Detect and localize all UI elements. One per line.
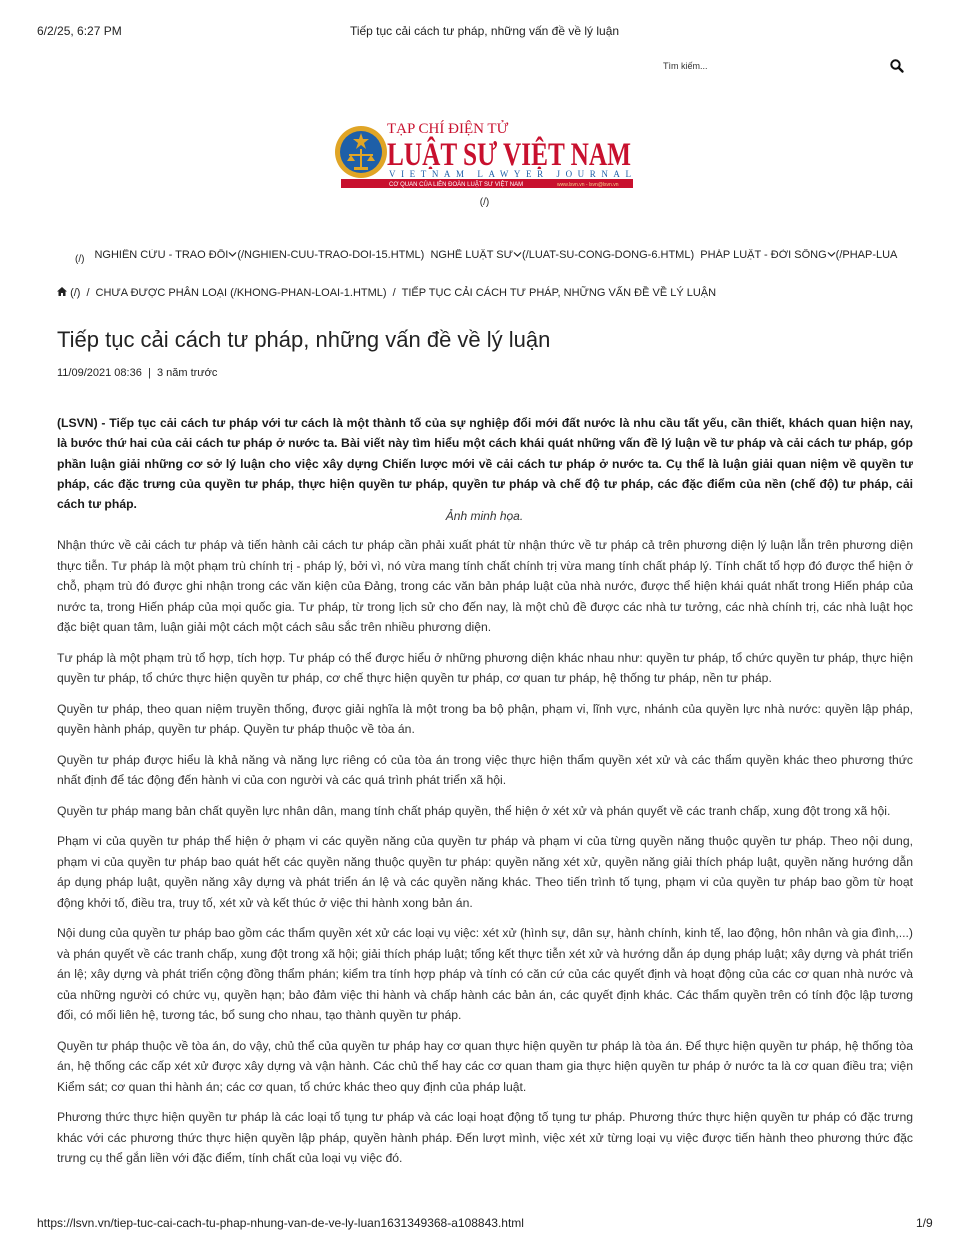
image-caption: Ảnh minh họa. <box>445 509 524 523</box>
logo-link[interactable]: (/) <box>479 197 490 208</box>
chevron-down-icon <box>513 249 522 261</box>
article-paragraph: Tư pháp là một phạm trù tổ hợp, tích hợp. Tư pháp có thể được hiểu ở những phương diện khác nhau như: quyền tư pháp, tổ chức quyền tư pháp, thực hiện quyền tư pháp, tổ chức thực hiện quyền tư pháp, cơ chế thực hiện quyền tư pháp, cơ quan tư pháp, hệ thống tư pháp, nền tư pháp. <box>57 650 913 685</box>
meta-separator: | <box>144 367 154 379</box>
nav-item-nghe-luat-su[interactable] <box>430 249 694 261</box>
article-time-ago: 3 năm trước <box>156 367 218 379</box>
nav-home-link[interactable]: (/) <box>75 254 85 265</box>
article-paragraph: Phạm vi của quyền tư pháp thể hiện ở phạm vi các quyền năng của quyền tư pháp và phạm vi của từng quyền năng thuộc quyền tư pháp. Theo nội dung, phạm vi của quyền tư pháp bao quát hết các quyền năng thuộc quyền tư pháp: quyền năng xét xử, quyền năng giải thích pháp luật, quyền năng hướng dẫn áp dụng pháp luật, quyền năng xây dựng và phát triển án lệ và các quyền năng khác. Theo tiến trình tố tụng, phạm vi của quyền tư pháp bao gồm từ hoạt động khởi tố, điều tra, truy tố, xét xử và kết thúc ở việc thi hành xong bản án. <box>57 834 913 910</box>
logo-line4: CƠ QUAN CỦA LIÊN ĐOÀN LUẬT SƯ VIỆT NAM <box>389 182 524 188</box>
nav-item-label: NGHỀ LUẬT SƯ <box>430 249 513 261</box>
logo-line1: TẠP CHÍ ĐIỆN TỬ <box>387 121 509 137</box>
nav-item-label: PHÁP LUẬT - ĐỜI SỐNG <box>700 249 827 261</box>
nav-item-href: (/PHAP-LUA <box>835 249 898 261</box>
breadcrumb-home-link[interactable]: (/) <box>70 287 81 299</box>
article-body <box>57 535 913 1179</box>
logo-emblem <box>335 126 387 178</box>
logo-line2: LUẬT SƯ VIỆT <box>387 137 619 173</box>
site-logo[interactable] <box>335 118 635 194</box>
article-paragraph: Nhận thức về cải cách tư pháp và tiến hành cải cách tư pháp cần phải xuất phát từ nhận thức về tư pháp cả trên phương diện lý luận lẫn trên phương diện thực tiễn. Tư pháp là một phạm trù chính trị - pháp lý, bởi vì, nó vừa mang tính chất chính trị vừa mang tính chất pháp lý. Tính chất tổ hợp đó được thể hiện ở chỗ, phạm trù đó được ghi nhận trong các văn kiện của Đảng, trong các văn bản pháp luật của nhà nước, được thể hiện khái quát nhất trong Hiến pháp của nước ta, trong Hiến pháp của mọi quốc gia. Tư pháp, từ trong lịch sử cho đến nay, là một chủ đề được các nhà tư tưởng, các nhà chính trị, các nhà luật học đặc biệt quan tâm, luận giải một cách một cách sâu sắc trên nhiều phương diện. <box>57 538 913 634</box>
chevron-down-icon <box>827 249 836 261</box>
logo-line5: www.lsvn.vn - lsvn@lsvn.vn <box>557 182 619 188</box>
print-url: https://lsvn.vn/tiep-tuc-cai-cach-tu-phap-nhung-van-de-ve-ly-luan1631349368-a108843.html <box>37 1216 524 1230</box>
nav-item-href: (/LUAT-SU-CONG-DONG-6.HTML) <box>522 249 695 261</box>
breadcrumb-current: TIẾP TỤC CẢI CÁCH TƯ PHÁP, NHỮNG VẤN ĐỀ VỀ LÝ LUẬN <box>401 287 717 299</box>
print-page-title: Tiếp tục cải cách tư pháp, những vấn đề về lý luận <box>349 24 620 38</box>
article-paragraph: Nội dung của quyền tư pháp bao gồm các thẩm quyền xét xử các loại vụ việc: xét xử (hình sự, dân sự, hành chính, kinh tế, lao động, hôn nhân và gia đình,...) và phán quyết về các tranh chấp, xung đột trong xã hội; giải thích pháp luật; tổng kết thực tiễn xét xử và hướng dẫn áp dụng pháp luật; xây dựng và phát triển án lệ; xây dựng và phát triển cộng đồng thẩm phán; kiểm tra tính hợp pháp và tính có căn cứ của các quyết định và hoạt động của các cơ quan nhà nước và của những người có chức vụ, quyền hạn; bảo đảm việc thi hành và chấp hành các bản án, các quyết định khác. Các thẩm quyền trên có tính độc lập tương đối, có mối liên hệ, tương tác, bổ sung cho nhau, tạo thành quyền tư pháp. <box>57 926 913 1022</box>
search-icon[interactable] <box>889 58 905 74</box>
nav-item-phap-luat-doi-song[interactable] <box>700 249 897 261</box>
nav-item-nghien-cuu[interactable] <box>94 249 424 261</box>
article-lead: (LSVN) - Tiếp tục cải cách tư pháp với tư cách là một thành tố của sự nghiệp đổi mới đất nước là nhu cầu tất yếu, cần thiết, khách quan hiện nay, là bước thứ hai của cải cách tư pháp ở nước ta. Bài viết này tìm hiểu một cách khái quát những vấn đề lý luận về tư pháp và cải cách tư pháp, góp phần luận giải những cơ sở lý luận cho việc xây dựng Chiến lược mới về cải cách tư pháp ở nước ta. Cụ thể là luận giải quan niệm về quyền tư pháp, các đặc trưng của quyền tư pháp, thực hiện quyền tư pháp, quyền tư pháp và chế độ tư pháp, các đặc điểm của nền (chế độ) tư pháp, cải cách tư pháp. <box>57 416 913 512</box>
print-datetime: 6/2/25, 6:27 PM <box>37 24 122 38</box>
article-paragraph: Phương thức thực hiện quyền tư pháp là các loại tố tụng tư pháp và các loại hoạt động tố tụng tư pháp. Phương thức thực hiện quyền tư pháp có đặc trưng khác với các phương thức thực hiện quyền lập pháp, quyền hành pháp. Đến lượt mình, việc xét xử từng loại vụ việc được tiến hành theo phương thức đặc trưng cụ thể gắn liền với đặc điểm, tính chất của loại vụ việc đó. <box>57 1110 913 1165</box>
search-box <box>657 56 915 78</box>
nav-item-href: (/NGHIEN-CUU-TRAO-DOI-15.HTML) <box>237 249 425 261</box>
article-paragraph: Quyền tư pháp, theo quan niệm truyền thống, được giải nghĩa là một trong ba bộ phận, phạm vi, lĩnh vực, nhánh của quyền lực nhà nước: quyền lập pháp, quyền hành pháp, quyền tư pháp. Quyền tư pháp thuộc về tòa án. <box>57 701 913 736</box>
chevron-down-icon <box>228 249 237 261</box>
breadcrumb-separator: / <box>86 287 90 299</box>
article-meta <box>57 367 217 379</box>
breadcrumb <box>57 287 716 299</box>
breadcrumb-category-link[interactable]: CHƯA ĐƯỢC PHÂN LOẠI (/KHONG-PHAN-LOAI-1.HTML) <box>95 287 387 299</box>
home-icon[interactable] <box>57 287 67 299</box>
breadcrumb-separator: / <box>392 287 396 299</box>
logo-line3: VIETNAM LAWYER JOURNAL <box>389 169 631 179</box>
main-nav <box>75 249 969 267</box>
nav-item-label: NGHIÊN CỨU - TRAO ĐỔI <box>94 249 229 261</box>
print-page-number: 1/9 <box>916 1216 933 1230</box>
article-paragraph: Quyền tư pháp thuộc về tòa án, do vậy, chủ thể của quyền tư pháp hay cơ quan thực hiện quyền tư pháp là tòa án. Để thực hiện quyền tư pháp, hệ thống tòa án, hệ thống các cấp xét xử được xây dựng và vận hành. Các chủ thể hay các cơ quan tham gia thực hiện quyền tư pháp ở nước ta là cơ quan điều tra; viện Kiểm sát; cơ quan thi hành án; các cơ quan, tổ chức khác theo quy định của pháp luật. <box>57 1038 913 1094</box>
search-input[interactable] <box>657 56 888 76</box>
article-date: 11/09/2021 08:36 <box>57 367 142 379</box>
article-paragraph: Quyền tư pháp được hiểu là khả năng và năng lực riêng có của tòa án trong việc thực hiện thẩm quyền xét xử và các thẩm quyền khác theo phương thức nhất định để tác động đến hành vi của con người và các quá trình phát triển xã hội. <box>57 752 913 787</box>
article-paragraph: Quyền tư pháp mang bản chất quyền lực nhân dân, mang tính chất pháp quyền, thể hiện ở xét xử và phán quyết về các tranh chấp, xung đột trong xã hội. <box>57 803 891 818</box>
article-title: Tiếp tục cải cách tư pháp, những vấn đề về lý luận <box>57 327 551 352</box>
